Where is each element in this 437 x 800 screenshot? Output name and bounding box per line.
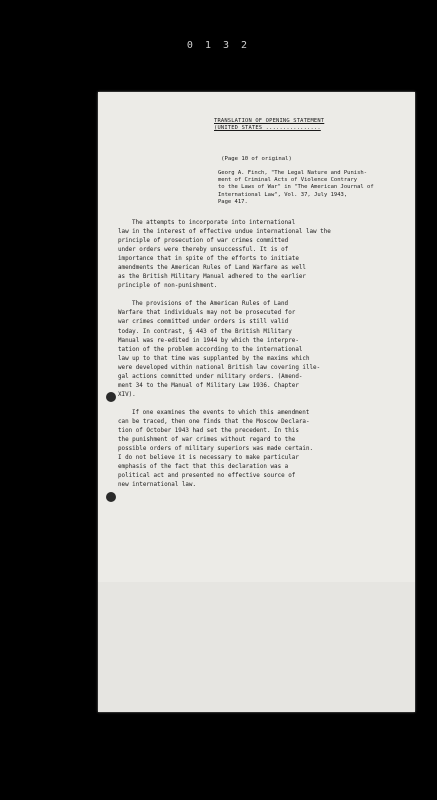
paragraph-line: law up to that time was supplanted by the maxims which	[118, 355, 310, 362]
document-header	[214, 118, 404, 132]
paragraph-line: war crimes committed under orders is still valid	[118, 319, 289, 326]
paragraph-line: the punishment of war crimes without regard to the	[118, 437, 296, 444]
paragraph-line: principle of prosecution of war crimes committed	[118, 238, 289, 245]
paragraph-line: ment 34 to the Manual of Military Law 1936. Chapter	[118, 382, 299, 389]
citation-line: Page 417.	[218, 198, 248, 205]
paragraph-line: tation of the problem according to the international	[118, 346, 303, 353]
citation-line: to the Laws of War" in "The American Journal of	[218, 184, 374, 191]
citation-block	[218, 170, 406, 206]
paragraph-line: under orders were thereby unsuccessful. It is of	[118, 247, 289, 254]
paragraph-line: new international law.	[118, 482, 197, 489]
paragraph-line: emphasis of the fact that this declaration was a	[118, 464, 289, 471]
paragraph-line: amendments the American Rules of Land Warfare as well	[118, 265, 306, 272]
paragraph-line: can be traced, then one finds that the Moscow Declara-	[118, 418, 310, 425]
paragraph-line: Warfare that individuals may not be prosecuted for	[118, 310, 296, 317]
page-reference: (Page 10 of original)	[221, 156, 292, 162]
citation-line: International Law", Vol. 37, July 1943,	[218, 191, 348, 198]
punch-hole	[106, 392, 116, 402]
paragraph-line: importance that in spite of the efforts to initiate	[118, 256, 299, 263]
paragraph-line: political act and presented no effective source of	[118, 473, 296, 480]
header-line-2: (UNITED STATES ................	[214, 125, 321, 131]
paragraph-line: I do not believe it is necessary to make particular	[118, 455, 299, 462]
paragraph-line: as the British Military Manual adhered to the earlier	[118, 274, 306, 281]
document-page	[98, 92, 415, 712]
paragraph-line: gal actions committed under military orders. (Amend-	[118, 373, 303, 380]
paragraph-line: The provisions of the American Rules of Land	[132, 301, 289, 308]
paragraph-line: were developed within national British law covering ille-	[118, 364, 321, 371]
citation-line: ment of Criminal Acts of Violence Contrary	[218, 177, 358, 184]
paragraph-line: law in the interest of effective undue international law the	[118, 229, 331, 236]
paragraph	[118, 409, 402, 490]
paragraph-line: The attempts to incorporate into international	[132, 220, 296, 226]
paragraph-line: tion of October 1943 had set the precedent. In this	[118, 427, 299, 434]
paragraph-line: XIV).	[118, 391, 136, 398]
paragraph	[118, 300, 402, 400]
paragraph-line: principle of non-punishment.	[118, 283, 218, 290]
citation-line: Georg A. Finch, "The Legal Nature and Punish-	[218, 170, 368, 176]
body-text	[118, 219, 402, 490]
paragraph	[118, 219, 402, 291]
paragraph-line: Manual was re-edited in 1944 by which the interpre-	[118, 337, 299, 344]
punch-hole	[106, 492, 116, 502]
paragraph-line: If one examines the events to which this amendment	[132, 409, 310, 416]
header-line-1: TRANSLATION OF OPENING STATEMENT	[214, 118, 325, 124]
paragraph-line: possible orders of military superiors was made certain.	[118, 446, 314, 453]
paragraph-line: today. In contrast, § 443 of the British Military	[118, 328, 292, 335]
microfilm-frame-number: 0 1 3 2	[186, 40, 251, 51]
